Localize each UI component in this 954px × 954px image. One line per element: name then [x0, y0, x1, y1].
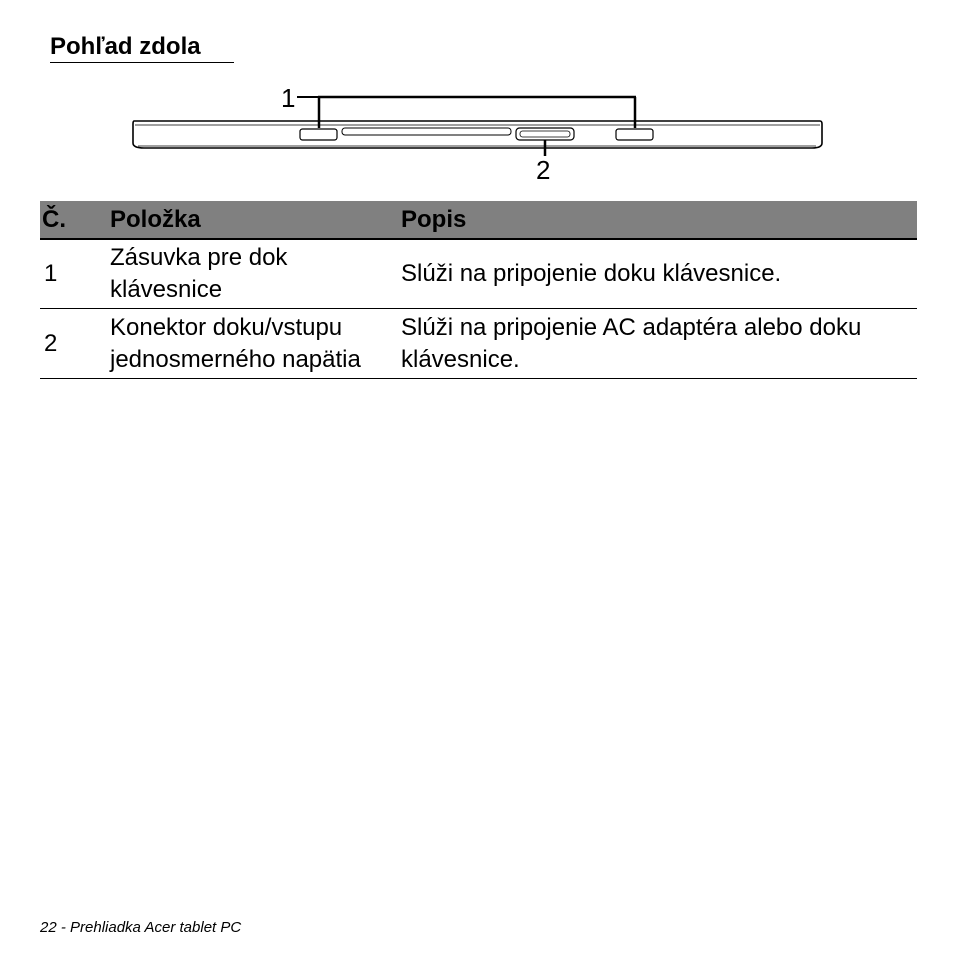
- long-slot: [342, 128, 511, 135]
- row-item: [110, 242, 401, 306]
- row-item-line: Konektor doku/vstupu: [110, 313, 343, 341]
- row-description-line: Slúži na pripojenie AC adaptéra alebo doku: [401, 313, 862, 341]
- row-number: 2: [44, 329, 58, 357]
- dock-socket-right: [616, 129, 653, 140]
- header-item: Položka: [110, 205, 201, 233]
- table-row: [40, 240, 917, 309]
- row-description-line: Slúži na pripojenie doku klávesnice.: [401, 260, 782, 287]
- callout-label-1: 1: [281, 83, 296, 113]
- row-description: [401, 258, 917, 290]
- row-item-line: Zásuvka pre dok: [110, 244, 288, 271]
- row-item-line: jednosmerného napätia: [110, 345, 361, 373]
- row-number: 1: [44, 260, 58, 287]
- callout-label-2: 2: [536, 155, 551, 185]
- components-table: [40, 201, 917, 379]
- row-item-line: klávesnice: [110, 276, 223, 303]
- dock-dc-in-connector: [516, 128, 574, 140]
- dock-socket-left: [300, 129, 337, 140]
- table-header-row: [40, 201, 917, 240]
- row-item: [110, 312, 401, 376]
- header-number: Č.: [42, 205, 66, 233]
- tablet-bottom-view-illustration: [0, 0, 954, 200]
- header-description: Popis: [401, 205, 467, 233]
- table-row: [40, 309, 917, 379]
- row-description: [401, 312, 917, 376]
- section-heading: Pohľad zdola: [50, 33, 201, 60]
- page-footer: 22 - Prehliadka Acer tablet PC: [40, 919, 242, 936]
- row-description-line: klávesnice.: [401, 345, 520, 373]
